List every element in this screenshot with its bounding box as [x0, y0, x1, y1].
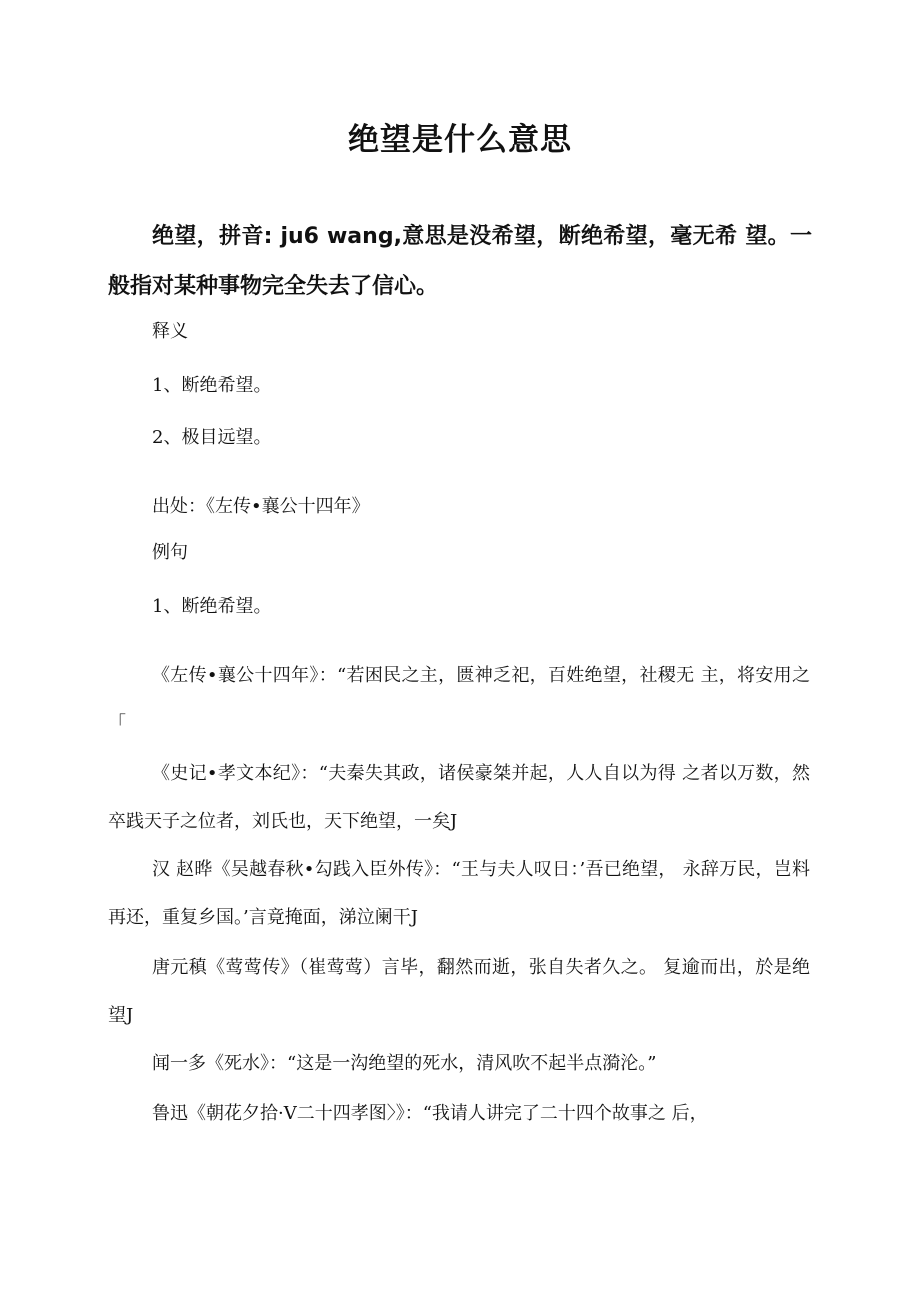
examples-heading: 例句 — [152, 542, 188, 563]
quote-paragraph: 《左传•襄公十四年》：“若困民之主，匮神乏祀，百姓绝望，社稷无 主，将安用之「 — [108, 665, 810, 734]
definition-item: 1、断绝希望。 — [152, 375, 272, 396]
source-line: 出处：《左传•襄公十四年》 — [152, 496, 370, 517]
quote-paragraph: 《史记•孝文本纪》：“夫秦失其政，诸侯豪桀并起，人人自以为得 之者以万数，然卒践天子之位者，刘氏也，天下绝望，一矣J — [108, 763, 810, 832]
quote-paragraph: 闻一多《死水》：“这是一沟绝望的死水，清风吹不起半点漪沦。” — [152, 1053, 657, 1074]
quote-paragraph: 唐元稹《莺莺传》（崔莺莺）言毕，翻然而逝，张自失者久之。 复逾而出，於是绝望J — [108, 957, 810, 1026]
lead-paragraph: 绝望，拼音: ju6 wang,意思是没希望，断绝希望，毫无希 望。一般指对某种事物完全失去了信心。 — [108, 224, 812, 299]
quote-paragraph: 汉 赵晔《吴越春秋•勾践入臣外传》：“王与夫人叹日：’吾已绝望， 永辞万民，岂料再还，重复乡国。’言竟掩面，涕泣阑干J — [108, 859, 810, 928]
page-title: 绝望是什么意思 — [348, 122, 572, 158]
definition-item: 2、极目远望。 — [152, 427, 272, 448]
example-sense: 1、断绝希望。 — [152, 596, 272, 617]
quote-paragraph: 鲁迅《朝花夕拾·V二十四孝图〉》：“我请人讲完了二十四个故事之 后， — [152, 1103, 708, 1124]
definitions-heading: 释义 — [152, 321, 188, 342]
